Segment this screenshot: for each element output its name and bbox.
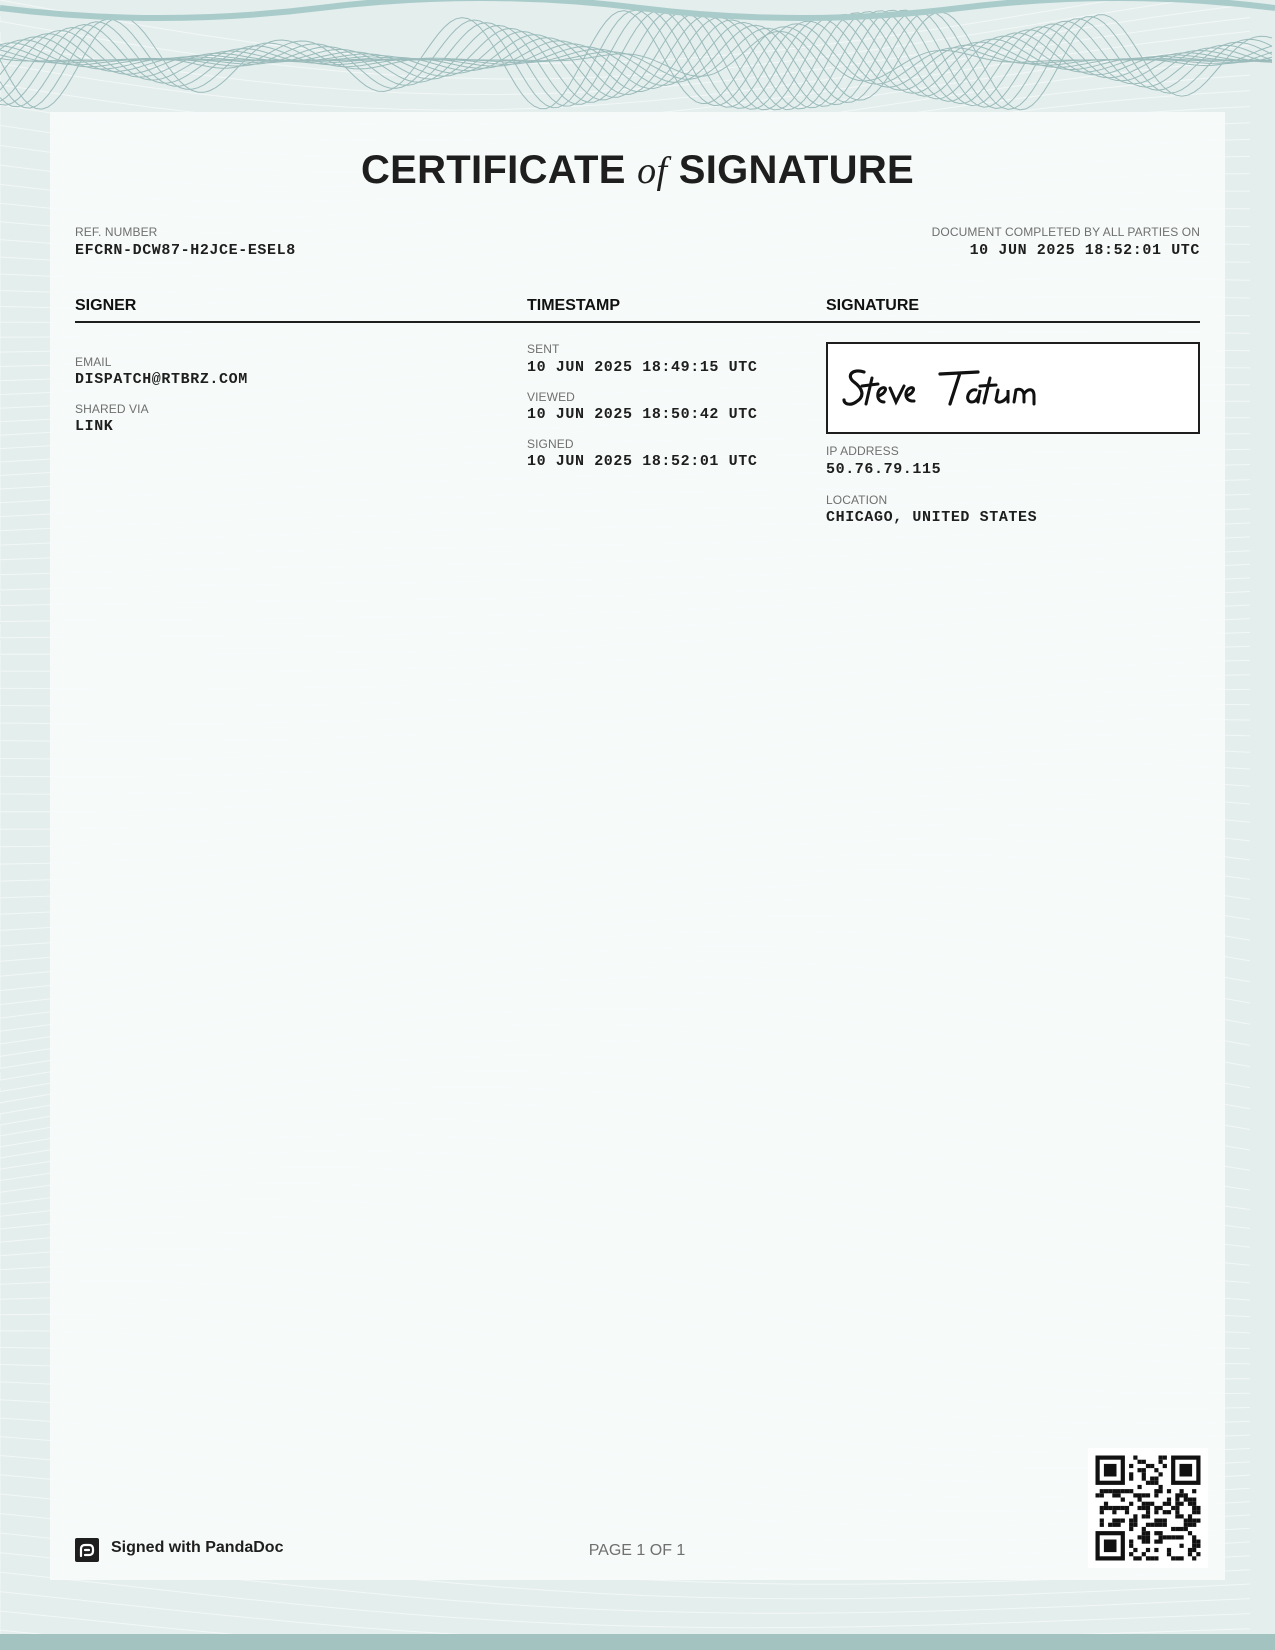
title-of: of xyxy=(637,150,668,192)
qr-code-icon[interactable] xyxy=(1088,1448,1208,1568)
page-number: PAGE 1 OF 1 xyxy=(588,1542,686,1559)
pandadoc-logo-icon xyxy=(75,1538,99,1562)
signed-with-pandadoc: Signed with PandaDoc xyxy=(111,1539,284,1556)
ref-number-label: REF. NUMBER xyxy=(75,225,158,239)
handwritten-signature xyxy=(842,366,1092,416)
title-certificate: CERTIFICATE xyxy=(360,148,626,192)
certificate-panel xyxy=(50,112,1225,1580)
bottom-band xyxy=(0,1634,1275,1650)
sent-label: SENT xyxy=(527,342,560,356)
ref-number-value: EFCRN-DCW87-H2JCE-ESEL8 xyxy=(75,242,296,259)
viewed-value: 10 JUN 2025 18:50:42 UTC xyxy=(527,406,758,423)
completed-label: DOCUMENT COMPLETED BY ALL PARTIES ON xyxy=(931,225,1200,239)
shared-via-label: SHARED VIA xyxy=(75,402,149,416)
column-header-signature: SIGNATURE xyxy=(826,297,920,314)
email-label: EMAIL xyxy=(75,355,112,369)
location-value: CHICAGO, UNITED STATES xyxy=(826,509,1038,526)
certificate-title xyxy=(0,148,1275,193)
title-signature: SIGNATURE xyxy=(678,148,915,192)
ip-address-value: 50.76.79.115 xyxy=(826,461,942,478)
signed-value: 10 JUN 2025 18:52:01 UTC xyxy=(527,453,758,470)
sent-value: 10 JUN 2025 18:49:15 UTC xyxy=(527,359,758,376)
column-header-timestamp: TIMESTAMP xyxy=(527,297,621,314)
completed-value: 10 JUN 2025 18:52:01 UTC xyxy=(969,242,1200,259)
viewed-label: VIEWED xyxy=(527,390,575,404)
header-divider xyxy=(75,321,1200,323)
shared-via-value: LINK xyxy=(75,418,114,435)
ip-address-label: IP ADDRESS xyxy=(826,444,899,458)
location-label: LOCATION xyxy=(826,493,888,507)
signature-image-box xyxy=(826,342,1200,434)
email-value: DISPATCH@RTBRZ.COM xyxy=(75,371,248,388)
column-header-signer: SIGNER xyxy=(75,297,137,314)
signed-label: SIGNED xyxy=(527,437,574,451)
guilloche-top-border xyxy=(0,0,1275,130)
